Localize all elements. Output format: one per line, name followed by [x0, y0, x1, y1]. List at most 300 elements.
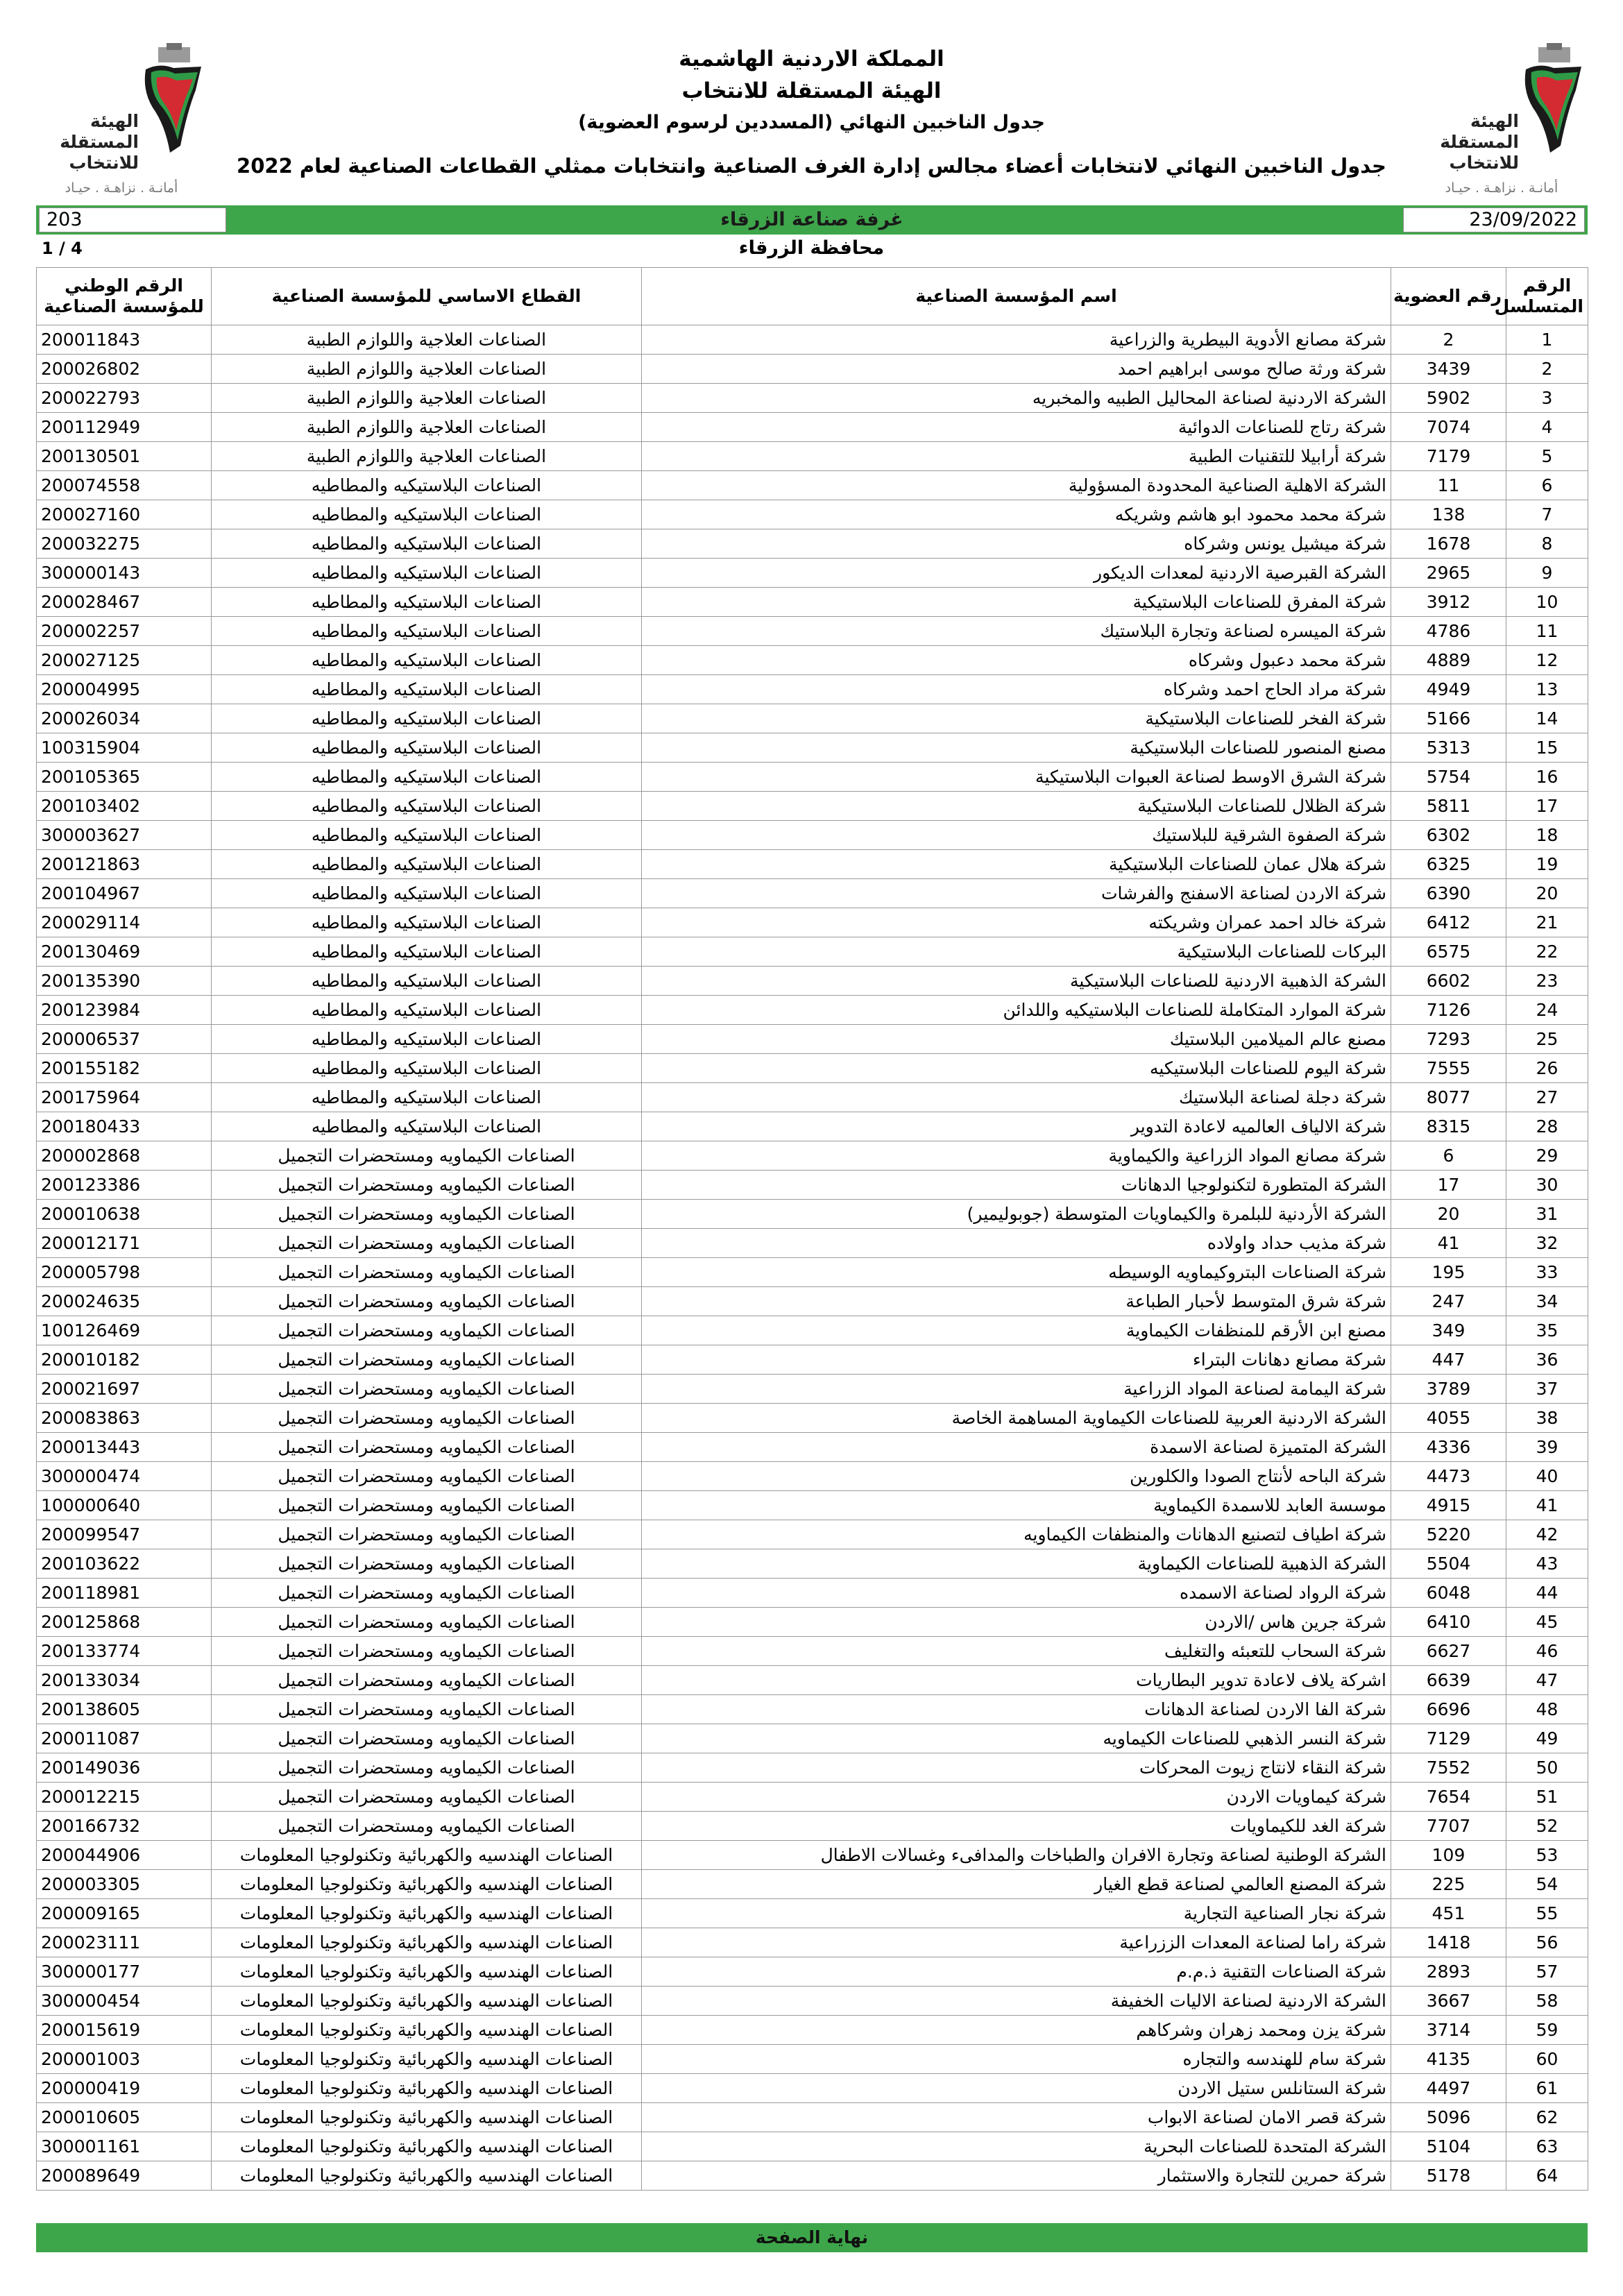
cell-seq: 59	[1506, 2016, 1588, 2045]
voters-table	[36, 267, 1588, 2191]
cell-national-id: 200133774	[37, 1637, 212, 1666]
cell-name: الشركة الأردنية للبلمرة والكيماويات المتوسطة (جوبوليمير)	[642, 1200, 1391, 1229]
cell-sector: الصناعات البلاستيكيه والمطاطيه	[212, 937, 642, 967]
cell-national-id: 200006537	[37, 1025, 212, 1054]
cell-seq: 60	[1506, 2045, 1588, 2074]
table-row	[37, 1783, 1588, 1812]
cell-membership: 6302	[1391, 821, 1506, 850]
table-row	[37, 1666, 1588, 1695]
table-row	[37, 1462, 1588, 1491]
table-row	[37, 1200, 1588, 1229]
cell-name: الشركة المتحدة للصناعات البحرية	[642, 2132, 1391, 2161]
cell-sector: الصناعات الكيماويه ومستحضرات التجميل	[212, 1695, 642, 1724]
cell-membership: 247	[1391, 1287, 1506, 1316]
cell-sector: الصناعات البلاستيكيه والمطاطيه	[212, 471, 642, 500]
cell-name: شركة الشرق الاوسط لصناعة العبوات البلاستيكية	[642, 763, 1391, 792]
cell-national-id: 200149036	[37, 1753, 212, 1783]
cell-seq: 28	[1506, 1112, 1588, 1141]
cell-sector: الصناعات الهندسيه والكهربائية وتكنولوجيا المعلومات	[212, 2074, 642, 2103]
cell-seq: 44	[1506, 1579, 1588, 1608]
table-row	[37, 1025, 1588, 1054]
cell-seq: 11	[1506, 617, 1588, 646]
cell-seq: 22	[1506, 937, 1588, 967]
cell-membership: 3439	[1391, 355, 1506, 384]
jordan-map-ballot-icon	[1512, 42, 1595, 160]
cell-name: شركة اطياف لتصنيع الدهانات والمنظفات الكيماويه	[642, 1520, 1391, 1549]
cell-membership: 8315	[1391, 1112, 1506, 1141]
cell-sector: الصناعات الكيماويه ومستحضرات التجميل	[212, 1783, 642, 1812]
cell-name: شركة مصانع الأدوية البيطرية والزراعية	[642, 325, 1391, 355]
cell-sector: الصناعات الكيماويه ومستحضرات التجميل	[212, 1462, 642, 1491]
cell-membership: 6048	[1391, 1579, 1506, 1608]
cell-sector: الصناعات الهندسيه والكهربائية وتكنولوجيا المعلومات	[212, 1899, 642, 1928]
cell-name: شركة المصنع العالمي لصناعة قطع الغيار	[642, 1870, 1391, 1899]
cell-name: شركة ميشيل يونس وشركاه	[642, 529, 1391, 559]
cell-seq: 31	[1506, 1200, 1588, 1229]
cell-seq: 36	[1506, 1345, 1588, 1375]
cell-sector: الصناعات الكيماويه ومستحضرات التجميل	[212, 1258, 642, 1287]
election-title: جدول الناخبين النهائي لانتخابات أعضاء مجالس إدارة الغرف الصناعية وانتخابات ممثلي القطاعات الصناعية لعام 2022	[237, 154, 1386, 178]
cell-national-id: 300003627	[37, 821, 212, 850]
cell-membership: 6602	[1391, 967, 1506, 996]
cell-sector: الصناعات البلاستيكيه والمطاطيه	[212, 967, 642, 996]
cell-sector: الصناعات الكيماويه ومستحضرات التجميل	[212, 1141, 642, 1171]
page-end-bar: نهاية الصفحة	[36, 2223, 1588, 2252]
cell-seq: 27	[1506, 1083, 1588, 1112]
cell-name: البركات للصناعات البلاستيكية	[642, 937, 1391, 967]
cell-name: شركة الاردن لصناعة الاسفنج والفرشات	[642, 879, 1391, 908]
cell-name: شركة محمد محمود ابو هاشم وشريكه	[642, 500, 1391, 529]
cell-seq: 54	[1506, 1870, 1588, 1899]
cell-membership: 7179	[1391, 442, 1506, 471]
cell-membership: 41	[1391, 1229, 1506, 1258]
table-row	[37, 967, 1588, 996]
cell-name: شركة المفرق للصناعات البلاستيكية	[642, 588, 1391, 617]
cell-national-id: 200001003	[37, 2045, 212, 2074]
cell-national-id: 200125868	[37, 1608, 212, 1637]
cell-national-id: 200015619	[37, 2016, 212, 2045]
cell-national-id: 200009165	[37, 1899, 212, 1928]
cell-name: شركة الستانلس ستيل الاردن	[642, 2074, 1391, 2103]
cell-membership: 7126	[1391, 996, 1506, 1025]
cell-seq: 39	[1506, 1433, 1588, 1462]
cell-sector: الصناعات العلاجية واللوازم الطبية	[212, 384, 642, 413]
cell-sector: الصناعات الكيماويه ومستحضرات التجميل	[212, 1171, 642, 1200]
kingdom-title: المملكة الاردنية الهاشمية	[679, 46, 944, 71]
cell-membership: 6696	[1391, 1695, 1506, 1724]
cell-name: شركة الموارد المتكاملة للصناعات البلاستيكيه واللدائن	[642, 996, 1391, 1025]
cell-sector: الصناعات البلاستيكيه والمطاطيه	[212, 529, 642, 559]
cell-national-id: 200175964	[37, 1083, 212, 1112]
cell-national-id: 200028467	[37, 588, 212, 617]
cell-sector: الصناعات الهندسيه والكهربائية وتكنولوجيا المعلومات	[212, 1987, 642, 2016]
cell-membership: 5096	[1391, 2103, 1506, 2132]
table-row	[37, 1724, 1588, 1753]
table-row	[37, 1987, 1588, 2016]
commission-logo-right	[1408, 42, 1595, 201]
chamber-number-box: 203	[39, 207, 226, 232]
cell-sector: الصناعات الكيماويه ومستحضرات التجميل	[212, 1287, 642, 1316]
cell-sector: الصناعات البلاستيكيه والمطاطيه	[212, 704, 642, 733]
cell-name: الشركة الاردنية لصناعة الاليات الخفيفة	[642, 1987, 1391, 2016]
cell-seq: 61	[1506, 2074, 1588, 2103]
cell-seq: 25	[1506, 1025, 1588, 1054]
table-row	[37, 413, 1588, 442]
cell-seq: 32	[1506, 1229, 1588, 1258]
cell-national-id: 200012171	[37, 1229, 212, 1258]
cell-national-id: 200005798	[37, 1258, 212, 1287]
cell-name: شركة كيماويات الاردن	[642, 1783, 1391, 1812]
cell-name: شركة ورثة صالح موسى ابراهيم احمد	[642, 355, 1391, 384]
cell-name: شركة السحاب للتعبئه والتغليف	[642, 1637, 1391, 1666]
cell-name: شركة خالد احمد عمران وشريكته	[642, 908, 1391, 937]
table-row	[37, 850, 1588, 879]
cell-national-id: 200123386	[37, 1171, 212, 1200]
table-row	[37, 2016, 1588, 2045]
cell-national-id: 200027125	[37, 646, 212, 675]
cell-name: شركة يزن ومحمد زهران وشركاهم	[642, 2016, 1391, 2045]
table-body	[37, 325, 1588, 2191]
commission-name-line2: للانتخاب	[1449, 153, 1519, 173]
cell-name: شركة سام للهندسه والتجاره	[642, 2045, 1391, 2074]
table-row	[37, 1695, 1588, 1724]
cell-name: شركة النقاء لانتاج زيوت المحركات	[642, 1753, 1391, 1783]
table-row	[37, 1083, 1588, 1112]
cell-national-id: 200013443	[37, 1433, 212, 1462]
cell-sector: الصناعات البلاستيكيه والمطاطيه	[212, 733, 642, 763]
cell-membership: 4135	[1391, 2045, 1506, 2074]
commission-motto: أمانـة . نزاهـة . حيـاد	[65, 180, 178, 196]
cell-name: شركة راما لصناعة المعدات الززراعية	[642, 1928, 1391, 1957]
cell-seq: 34	[1506, 1287, 1588, 1316]
cell-national-id: 200011843	[37, 325, 212, 355]
cell-name: شركة مصانع دهانات البتراء	[642, 1345, 1391, 1375]
table-row	[37, 2074, 1588, 2103]
cell-sector: الصناعات الكيماويه ومستحضرات التجميل	[212, 1724, 642, 1753]
cell-seq: 55	[1506, 1899, 1588, 1928]
cell-name: شركة أرابيلا للتقنيات الطبية	[642, 442, 1391, 471]
cell-sector: الصناعات البلاستيكيه والمطاطيه	[212, 996, 642, 1025]
table-row	[37, 1841, 1588, 1870]
cell-national-id: 200138605	[37, 1695, 212, 1724]
cell-seq: 3	[1506, 384, 1588, 413]
cell-seq: 40	[1506, 1462, 1588, 1491]
info-bar	[36, 205, 1588, 235]
cell-seq: 45	[1506, 1608, 1588, 1637]
cell-sector: الصناعات البلاستيكيه والمطاطيه	[212, 559, 642, 588]
cell-sector: الصناعات الكيماويه ومستحضرات التجميل	[212, 1549, 642, 1579]
cell-membership: 5313	[1391, 733, 1506, 763]
cell-membership: 4889	[1391, 646, 1506, 675]
cell-name: شركة مذيب حداد واولاده	[642, 1229, 1391, 1258]
cell-national-id: 200044906	[37, 1841, 212, 1870]
cell-membership: 11	[1391, 471, 1506, 500]
cell-membership: 4055	[1391, 1404, 1506, 1433]
cell-seq: 4	[1506, 413, 1588, 442]
cell-name: شركة مراد الحاج احمد وشركاه	[642, 675, 1391, 704]
cell-membership: 4786	[1391, 617, 1506, 646]
cell-national-id: 200003305	[37, 1870, 212, 1899]
cell-seq: 37	[1506, 1375, 1588, 1404]
cell-membership: 4915	[1391, 1491, 1506, 1520]
cell-name: شركة الفا الاردن لصناعة الدهانات	[642, 1695, 1391, 1724]
table-row	[37, 1375, 1588, 1404]
chamber-name: غرفة صناعة الزرقاء	[720, 209, 903, 230]
cell-name: مصنع عالم الميلامين البلاستيك	[642, 1025, 1391, 1054]
cell-name: شركة جرين هاس /الاردن	[642, 1608, 1391, 1637]
cell-national-id: 200010182	[37, 1345, 212, 1375]
cell-seq: 23	[1506, 967, 1588, 996]
cell-national-id: 100126469	[37, 1316, 212, 1345]
cell-national-id: 300000177	[37, 1957, 212, 1987]
cell-membership: 451	[1391, 1899, 1506, 1928]
cell-seq: 9	[1506, 559, 1588, 588]
cell-national-id: 200123984	[37, 996, 212, 1025]
cell-national-id: 200105365	[37, 763, 212, 792]
commission-logo-left	[28, 42, 215, 201]
table-row	[37, 1171, 1588, 1200]
col-seq-header: الرقم المتسلسل	[1506, 268, 1588, 325]
table-row	[37, 937, 1588, 967]
cell-national-id: 300000143	[37, 559, 212, 588]
cell-national-id: 200180433	[37, 1112, 212, 1141]
table-row	[37, 1928, 1588, 1957]
cell-sector: الصناعات البلاستيكيه والمطاطيه	[212, 1083, 642, 1112]
cell-name: شركة الرواد لصناعة الاسمده	[642, 1579, 1391, 1608]
commission-name-line1: الهيئة المستقلة	[1440, 111, 1519, 152]
cell-national-id: 200004995	[37, 675, 212, 704]
cell-sector: الصناعات البلاستيكيه والمطاطيه	[212, 675, 642, 704]
table-row	[37, 1287, 1588, 1316]
table-row	[37, 1054, 1588, 1083]
cell-sector: الصناعات البلاستيكيه والمطاطيه	[212, 792, 642, 821]
cell-membership: 349	[1391, 1316, 1506, 1345]
cell-national-id: 200130501	[37, 442, 212, 471]
cell-seq: 64	[1506, 2161, 1588, 2191]
cell-name: شركة شرق المتوسط لأحبار الطباعة	[642, 1287, 1391, 1316]
table-row	[37, 442, 1588, 471]
cell-national-id: 200023111	[37, 1928, 212, 1957]
cell-membership: 1678	[1391, 529, 1506, 559]
table-row	[37, 1141, 1588, 1171]
cell-sector: الصناعات الهندسيه والكهربائية وتكنولوجيا المعلومات	[212, 2045, 642, 2074]
cell-seq: 56	[1506, 1928, 1588, 1957]
cell-seq: 49	[1506, 1724, 1588, 1753]
cell-seq: 35	[1506, 1316, 1588, 1345]
table-row	[37, 1549, 1588, 1579]
cell-name: شركة حمرين للتجارة والاستثمار	[642, 2161, 1391, 2191]
cell-seq: 43	[1506, 1549, 1588, 1579]
cell-seq: 24	[1506, 996, 1588, 1025]
cell-membership: 4473	[1391, 1462, 1506, 1491]
table-row	[37, 1229, 1588, 1258]
cell-national-id: 300000474	[37, 1462, 212, 1491]
cell-seq: 10	[1506, 588, 1588, 617]
cell-sector: الصناعات البلاستيكيه والمطاطيه	[212, 617, 642, 646]
cell-name: اشركة يلاف لاعادة تدوير البطاريات	[642, 1666, 1391, 1695]
cell-national-id: 200026802	[37, 355, 212, 384]
cell-sector: الصناعات الهندسيه والكهربائية وتكنولوجيا المعلومات	[212, 2161, 642, 2191]
cell-name: الشركة المتميزة لصناعة الاسمدة	[642, 1433, 1391, 1462]
cell-membership: 2965	[1391, 559, 1506, 588]
table-row	[37, 2103, 1588, 2132]
cell-sector: الصناعات الهندسيه والكهربائية وتكنولوجيا المعلومات	[212, 1841, 642, 1870]
table-row	[37, 1957, 1588, 1987]
cell-membership: 4336	[1391, 1433, 1506, 1462]
table-row	[37, 763, 1588, 792]
cell-seq: 19	[1506, 850, 1588, 879]
table-row	[37, 879, 1588, 908]
cell-national-id: 200027160	[37, 500, 212, 529]
cell-membership: 8077	[1391, 1083, 1506, 1112]
table-row	[37, 1491, 1588, 1520]
table-row	[37, 1579, 1588, 1608]
cell-seq: 47	[1506, 1666, 1588, 1695]
cell-name: شركة الصفوة الشرقية للبلاستيك	[642, 821, 1391, 850]
cell-seq: 42	[1506, 1520, 1588, 1549]
cell-membership: 6390	[1391, 879, 1506, 908]
cell-membership: 6	[1391, 1141, 1506, 1171]
table-row	[37, 2161, 1588, 2191]
cell-sector: الصناعات الهندسيه والكهربائية وتكنولوجيا المعلومات	[212, 1870, 642, 1899]
cell-sector: الصناعات الكيماويه ومستحضرات التجميل	[212, 1579, 642, 1608]
cell-name: شركة الغد للكيماويات	[642, 1812, 1391, 1841]
cell-national-id: 200112949	[37, 413, 212, 442]
cell-membership: 5178	[1391, 2161, 1506, 2191]
cell-membership: 7707	[1391, 1812, 1506, 1841]
cell-sector: الصناعات البلاستيكيه والمطاطيه	[212, 908, 642, 937]
cell-membership: 6412	[1391, 908, 1506, 937]
cell-membership: 5166	[1391, 704, 1506, 733]
cell-name: شركة مصانع المواد الزراعية والكيماوية	[642, 1141, 1391, 1171]
cell-seq: 21	[1506, 908, 1588, 937]
cell-national-id: 200121863	[37, 850, 212, 879]
cell-membership: 3789	[1391, 1375, 1506, 1404]
table-row	[37, 996, 1588, 1025]
cell-national-id: 200010605	[37, 2103, 212, 2132]
cell-national-id: 100000640	[37, 1491, 212, 1520]
jordan-map-ballot-icon	[132, 42, 215, 160]
cell-membership: 5902	[1391, 384, 1506, 413]
cell-membership: 447	[1391, 1345, 1506, 1375]
cell-name: شركة اليوم للصناعات البلاستيكيه	[642, 1054, 1391, 1083]
table-row	[37, 1870, 1588, 1899]
cell-membership: 4497	[1391, 2074, 1506, 2103]
governorate-label: محافظة الزرقاء	[738, 237, 885, 259]
table-row	[37, 1404, 1588, 1433]
cell-membership: 1418	[1391, 1928, 1506, 1957]
cell-sector: الصناعات الكيماويه ومستحضرات التجميل	[212, 1345, 642, 1375]
table-row	[37, 471, 1588, 500]
cell-sector: الصناعات الكيماويه ومستحضرات التجميل	[212, 1753, 642, 1783]
cell-membership: 195	[1391, 1258, 1506, 1287]
cell-seq: 58	[1506, 1987, 1588, 2016]
cell-national-id: 200089649	[37, 2161, 212, 2191]
table-row	[37, 559, 1588, 588]
commission-name-line1: الهيئة المستقلة	[60, 111, 139, 152]
cell-seq: 13	[1506, 675, 1588, 704]
cell-name: مصنع ابن الأرقم للمنظفات الكيماوية	[642, 1316, 1391, 1345]
cell-seq: 30	[1506, 1171, 1588, 1200]
cell-membership: 3714	[1391, 2016, 1506, 2045]
table-row	[37, 500, 1588, 529]
cell-name: الشركة الذهبية للصناعات الكيماوية	[642, 1549, 1391, 1579]
cell-sector: الصناعات العلاجية واللوازم الطبية	[212, 355, 642, 384]
cell-sector: الصناعات الكيماويه ومستحضرات التجميل	[212, 1666, 642, 1695]
cell-membership: 7129	[1391, 1724, 1506, 1753]
col-membership-header: رقم العضوية	[1391, 268, 1506, 325]
list-title: جدول الناخبين النهائي (المسددين لرسوم العضوية)	[578, 112, 1045, 133]
cell-name: شركة الظلال للصناعات البلاستيكية	[642, 792, 1391, 821]
cell-membership: 7555	[1391, 1054, 1506, 1083]
cell-name: شركة الصناعات التقنية ذ.م.م	[642, 1957, 1391, 1987]
cell-sector: الصناعات الكيماويه ومستحضرات التجميل	[212, 1637, 642, 1666]
cell-sector: الصناعات الكيماويه ومستحضرات التجميل	[212, 1200, 642, 1229]
col-sector-header: القطاع الاساسي للمؤسسة الصناعية	[212, 268, 642, 325]
cell-seq: 14	[1506, 704, 1588, 733]
cell-national-id: 200083863	[37, 1404, 212, 1433]
cell-membership: 6639	[1391, 1666, 1506, 1695]
cell-national-id: 200002868	[37, 1141, 212, 1171]
cell-seq: 33	[1506, 1258, 1588, 1287]
cell-name: شركة الصناعات البتروكيماويه الوسيطه	[642, 1258, 1391, 1287]
cell-membership: 138	[1391, 500, 1506, 529]
cell-sector: الصناعات الكيماويه ومستحضرات التجميل	[212, 1491, 642, 1520]
cell-name: شركة النسر الذهبي للصناعات الكيماويه	[642, 1724, 1391, 1753]
cell-name: الشركة الذهبية الاردنية للصناعات البلاستيكية	[642, 967, 1391, 996]
cell-sector: الصناعات العلاجية واللوازم الطبية	[212, 413, 642, 442]
cell-sector: الصناعات الكيماويه ومستحضرات التجميل	[212, 1229, 642, 1258]
cell-sector: الصناعات الكيماويه ومستحضرات التجميل	[212, 1375, 642, 1404]
cell-sector: الصناعات البلاستيكيه والمطاطيه	[212, 879, 642, 908]
cell-seq: 2	[1506, 355, 1588, 384]
table-row	[37, 908, 1588, 937]
cell-seq: 48	[1506, 1695, 1588, 1724]
table-row	[37, 1112, 1588, 1141]
cell-membership: 2	[1391, 325, 1506, 355]
cell-membership: 6627	[1391, 1637, 1506, 1666]
cell-sector: الصناعات العلاجية واللوازم الطبية	[212, 442, 642, 471]
cell-seq: 62	[1506, 2103, 1588, 2132]
cell-national-id: 200032275	[37, 529, 212, 559]
cell-national-id: 200022793	[37, 384, 212, 413]
cell-seq: 5	[1506, 442, 1588, 471]
table-row	[37, 1637, 1588, 1666]
cell-membership: 7074	[1391, 413, 1506, 442]
cell-name: الشركة الاهلية الصناعية المحدودة المسؤولية	[642, 471, 1391, 500]
cell-membership: 7654	[1391, 1783, 1506, 1812]
cell-sector: الصناعات البلاستيكيه والمطاطيه	[212, 763, 642, 792]
table-row	[37, 1345, 1588, 1375]
table-header-row	[37, 268, 1588, 325]
cell-sector: الصناعات الهندسيه والكهربائية وتكنولوجيا المعلومات	[212, 2016, 642, 2045]
cell-national-id: 200118981	[37, 1579, 212, 1608]
cell-sector: الصناعات الكيماويه ومستحضرات التجميل	[212, 1433, 642, 1462]
table-row	[37, 1316, 1588, 1345]
cell-national-id: 100315904	[37, 733, 212, 763]
cell-national-id: 200010638	[37, 1200, 212, 1229]
cell-membership: 17	[1391, 1171, 1506, 1200]
cell-sector: الصناعات الهندسيه والكهربائية وتكنولوجيا المعلومات	[212, 1928, 642, 1957]
cell-sector: الصناعات البلاستيكيه والمطاطيه	[212, 850, 642, 879]
cell-membership: 5811	[1391, 792, 1506, 821]
cell-national-id: 200002257	[37, 617, 212, 646]
cell-national-id: 200011087	[37, 1724, 212, 1753]
cell-sector: الصناعات الهندسيه والكهربائية وتكنولوجيا المعلومات	[212, 2103, 642, 2132]
cell-sector: الصناعات الكيماويه ومستحضرات التجميل	[212, 1812, 642, 1841]
cell-name: الشركة المتطورة لتكنولوجيا الدهانات	[642, 1171, 1391, 1200]
cell-membership: 7552	[1391, 1753, 1506, 1783]
